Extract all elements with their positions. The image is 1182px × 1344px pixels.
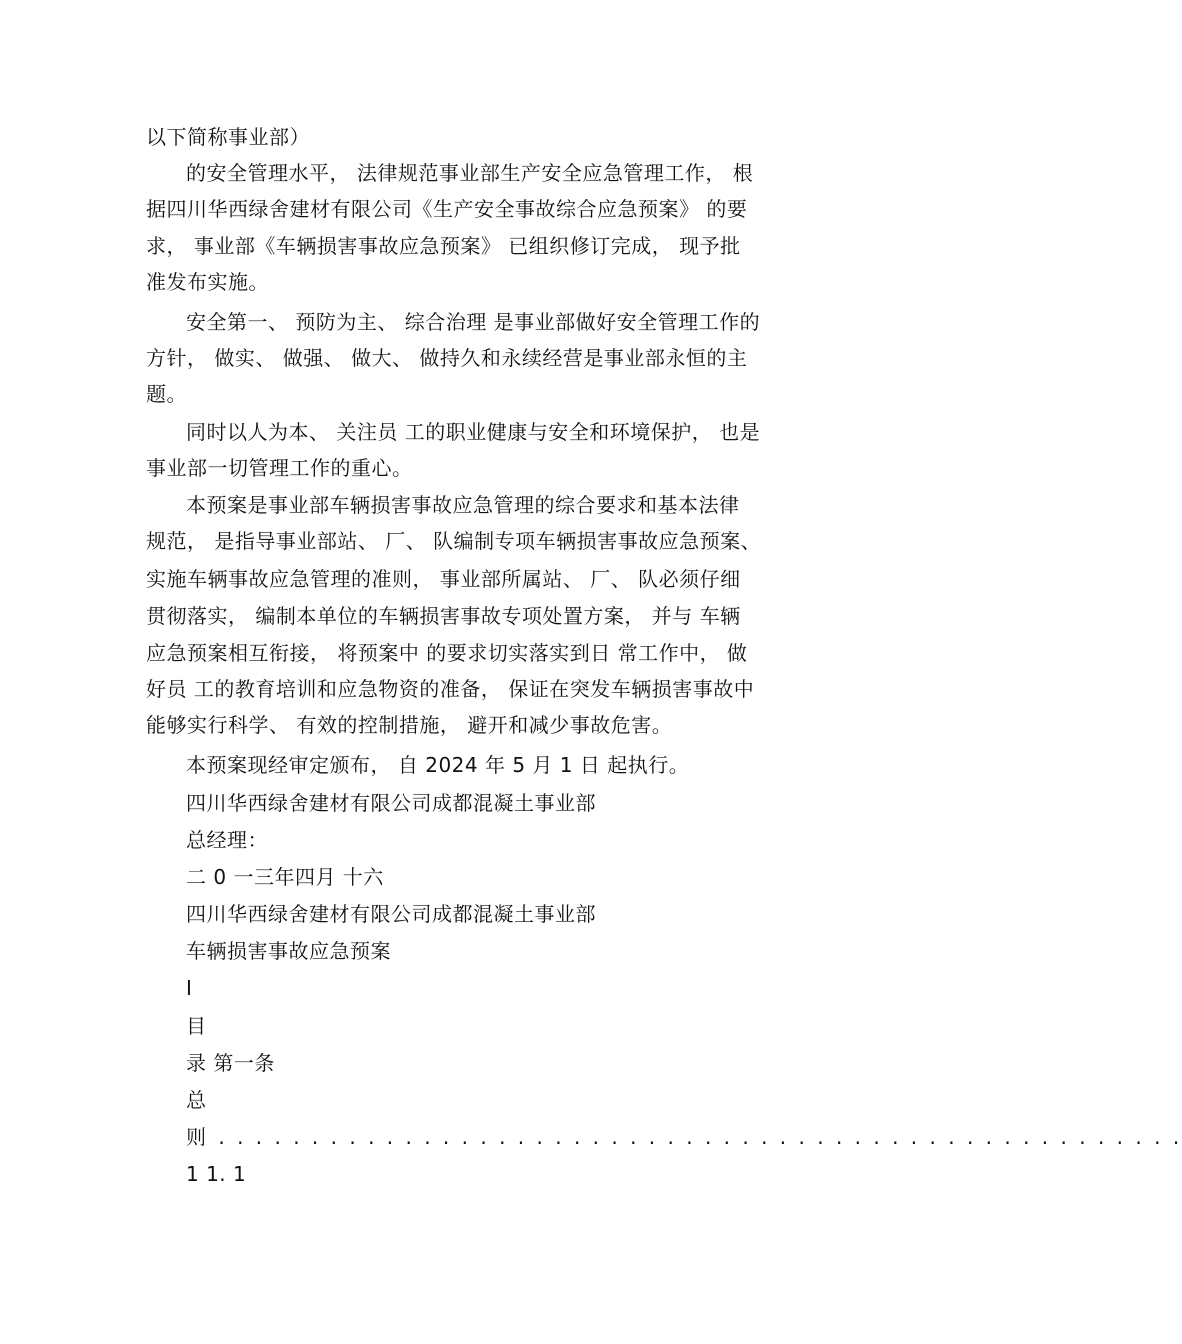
text-line-27: 总 [186, 1088, 207, 1112]
text-line-25: 目 [186, 1014, 207, 1038]
text-line-3: 据四川华西绿舍建材有限公司《生产安全事故综合应急预案》 的要 [146, 197, 748, 221]
text-line-17: 能够实行科学、 有效的控制措施， 避开和减少事故危害。 [146, 713, 673, 737]
text-line-4: 求， 事业部《车辆损害事故应急预案》 已组织修订完成， 现予批 [146, 234, 741, 258]
text-line-12: 规范， 是指导事业部站、 厂、 队编制专项车辆损害事故应急预案、 [146, 529, 762, 553]
text-line-24: I [186, 976, 193, 1000]
text-line-6: 安全第一、 预防为主、 综合治理 是事业部做好安全管理工作的 [186, 310, 761, 334]
text-line-23: 车辆损害事故应急预案 [186, 939, 391, 963]
text-line-15: 应急预案相互衔接， 将预案中 的要求切实落实到日 常工作中， 做 [146, 641, 748, 665]
text-line-5: 准发布实施。 [146, 270, 269, 294]
text-line-8: 题。 [146, 382, 187, 406]
text-line-22: 四川华西绿舍建材有限公司成都混凝土事业部 [186, 902, 596, 926]
text-line-21: 二 0 一三年四月 十六 [186, 865, 384, 889]
text-line-29: 1 1. 1 [186, 1162, 247, 1186]
text-line-18: 本预案现经审定颁布， 自 2024 年 5 月 1 日 起执行。 [186, 753, 690, 777]
text-line-26: 录 第一条 [186, 1051, 275, 1075]
text-line-19: 四川华西绿舍建材有限公司成都混凝土事业部 [186, 791, 596, 815]
text-line-9: 同时以人为本、 关注员 工的职业健康与安全和环境保护， 也是 [186, 420, 761, 444]
text-line-13: 实施车辆事故应急管理的准则， 事业部所属站、 厂、 队必须仔细 [146, 567, 741, 591]
text-line-1: 以下简称事业部） [146, 125, 310, 149]
toc-dotted-line: 则 . . . . . . . . . . . . . . . . . . . . . . . . . . . . . . . . . . . . . . . . . . . . . . . . . . . . [186, 1125, 1182, 1149]
text-line-14: 贯彻落实， 编制本单位的车辆损害事故专项处置方案， 并与 车辆 [146, 604, 741, 628]
text-line-11: 本预案是事业部车辆损害事故应急管理的综合要求和基本法律 [186, 493, 740, 517]
text-line-20: 总经理： [186, 828, 268, 852]
text-line-16: 好员 工的教育培训和应急物资的准备， 保证在突发车辆损害事故中 [146, 677, 755, 701]
text-line-10: 事业部一切管理工作的重心。 [146, 456, 413, 480]
text-line-7: 方针， 做实、 做强、 做大、 做持久和永续经营是事业部永恒的主 [146, 346, 748, 370]
text-line-2: 的安全管理水平， 法律规范事业部生产安全应急管理工作， 根 [186, 161, 754, 185]
